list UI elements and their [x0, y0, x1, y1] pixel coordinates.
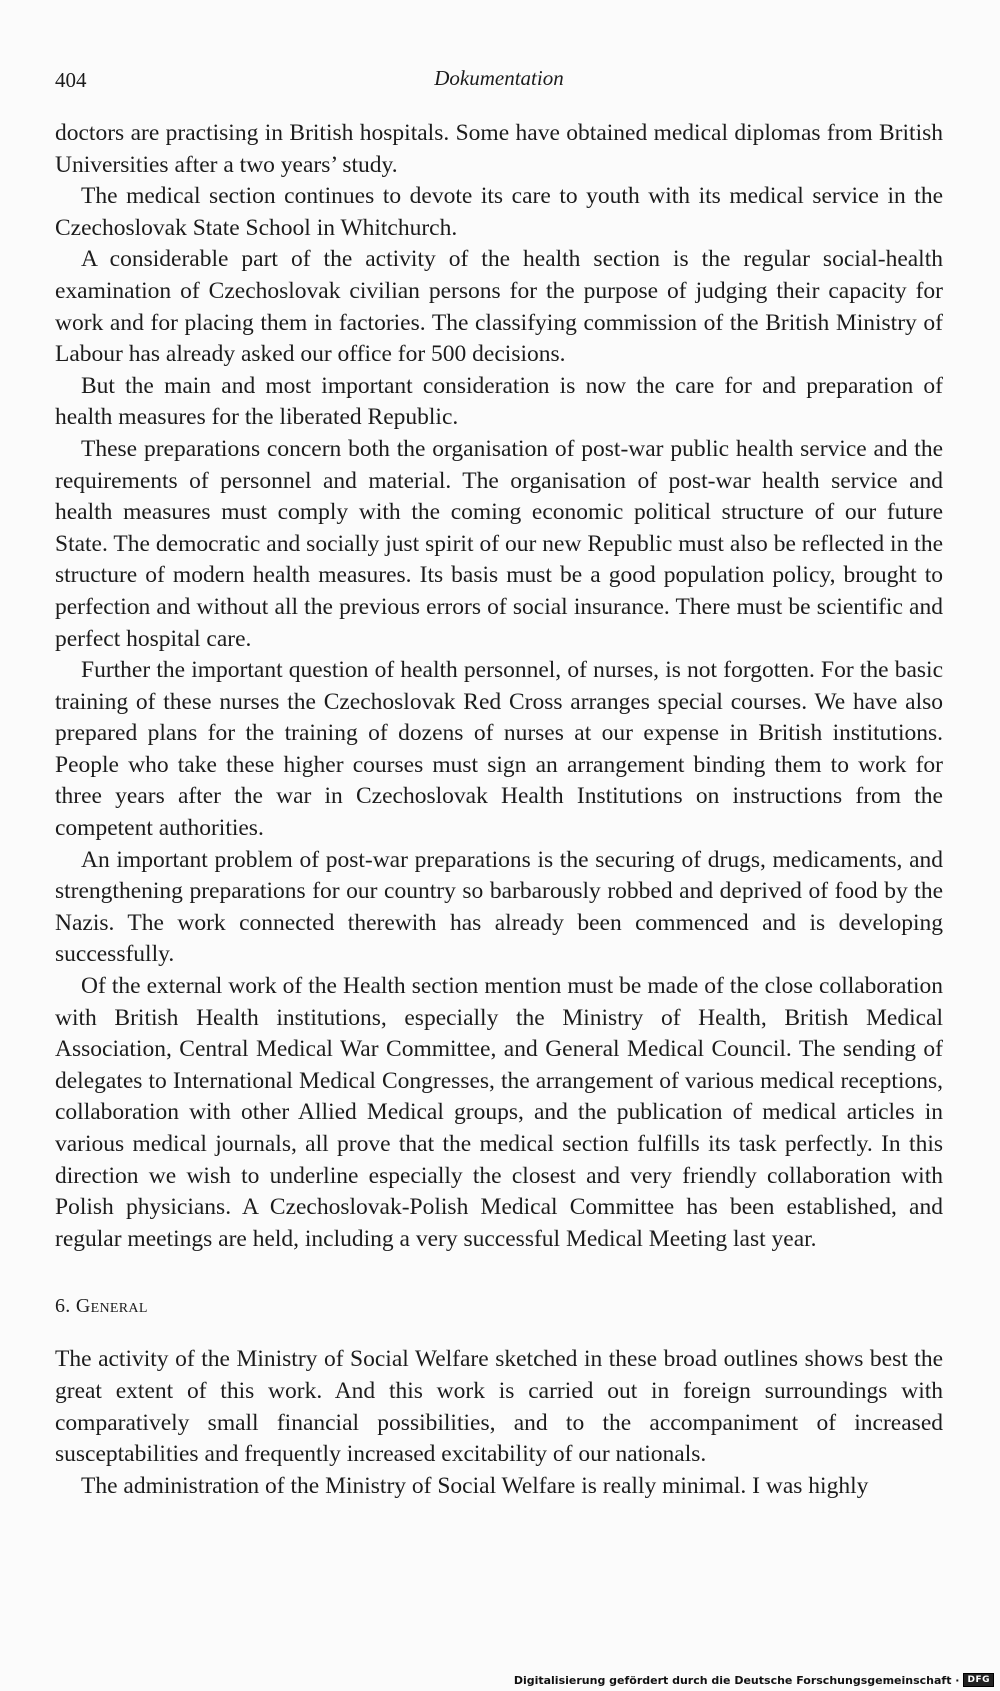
paragraph: But the main and most important consideration is now the care for and preparation of health measures for the liberated Republic. [55, 372, 943, 431]
paragraph: The administration of the Ministry of Social Welfare is really minimal. I was highly [81, 1472, 869, 1499]
section-title: General [75, 1295, 148, 1318]
credit-text: Digitalisierung gefördert durch die Deutsche Forschungsgemeinschaft · [513, 1673, 960, 1687]
section-heading [55, 1295, 943, 1318]
digitization-credit [514, 1673, 994, 1687]
running-head [55, 60, 943, 94]
document-page [55, 60, 943, 1502]
paragraph: doctors are practising in British hospitals. Some have obtained medical diplomas from British Universities after a two years’ study. [55, 120, 943, 178]
running-title: Dokumentation [434, 66, 564, 90]
paragraph: An important problem of post-war preparations is the securing of drugs, medicaments, and strengthening preparations for our country so barbarously robbed and deprived of food by the Nazis. The work connected therewith has already been commenced and is developing successfully. [55, 846, 943, 968]
page-number: 404 [55, 68, 87, 92]
paragraph: These preparations concern both the organisation of post-war public health service and the requirements of personnel and material. The organisation of post-war health service and health measures must comply with the coming economic political structure of our future State. The democratic and socially just spirit of our new Republic must also be reflected in the structure of modern health measures. Its basis must be a good population policy, brought to perfection and without all the previous errors of social insurance. There must be scientific and perfect hospital care. [55, 435, 943, 652]
section-number: 6. [55, 1295, 71, 1318]
paragraph: Further the important question of health personnel, of nurses, is not forgotten. For the basic training of these nurses the Czechoslovak Red Cross arranges special courses. We have also prepared plans for the training of dozens of nurses at our expense in British institutions. People who take these higher courses must sign an arrangement binding them to work for three years after the war in Czechoslovak Health Institutions on instructions from the competent authorities. [55, 657, 943, 842]
paragraph: The activity of the Ministry of Social Welfare sketched in these broad outlines shows best the great extent of this work. And this work is carried out in foreign surroundings with comparatively small financial possibilities, and to the accompaniment of increased susceptabilities and frequently increased excitability of our nationals. [55, 1346, 943, 1468]
paragraph: Of the external work of the Health section mention must be made of the close collaboration with British Health institutions, especially the Ministry of Health, British Medical Association, Central Medical War Committee, and General Medical Council. The sending of delegates to International Medical Congresses, the arrangement of various medical receptions, collaboration with other Allied Medical groups, and the publication of medical articles in various medical journals, all prove that the medical section fulfills its task perfectly. In this direction we wish to underline especially the closest and very friendly collaboration with Polish physicians. A Czechoslovak-Polish Medical Committee has been established, and regular meetings are held, including a very successful Medical Meeting last year. [55, 973, 943, 1252]
paragraph: A considerable part of the activity of the health section is the regular social-health examination of Czechoslovak civilian persons for the purpose of judging their capacity for work and for placing them in factories. The classifying commission of the British Ministry of Labour has already asked our office for 500 decisions. [55, 246, 943, 368]
dfg-logo: DFG [963, 1673, 994, 1687]
body-text [55, 118, 943, 1502]
paragraph: The medical section continues to devote its care to youth with its medical service in the Czechoslovak State School in Whitchurch. [55, 183, 943, 241]
